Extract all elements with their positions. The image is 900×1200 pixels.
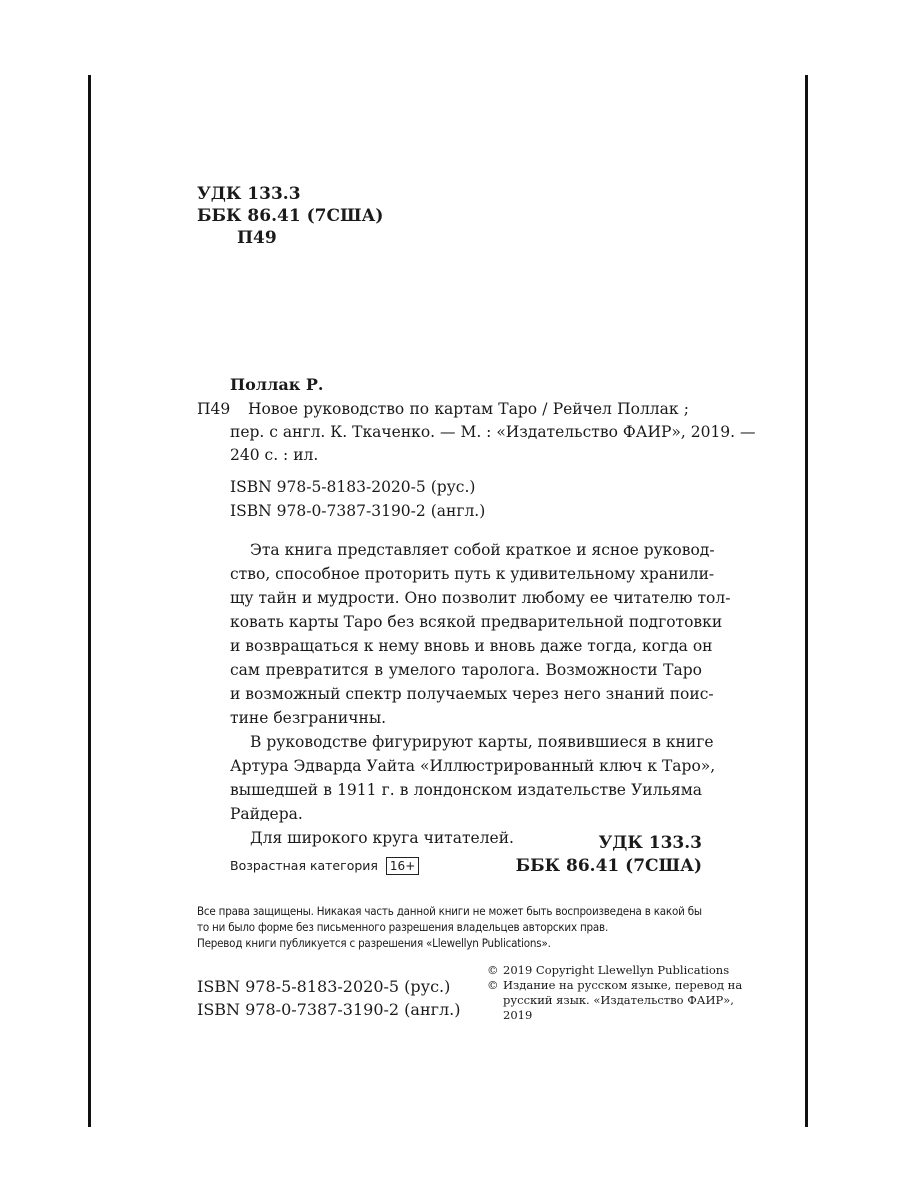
biblio-line: 240 с. : ил. xyxy=(230,446,319,464)
bibliographic-cutter: П49 xyxy=(197,400,231,418)
copyright-row xyxy=(487,963,742,978)
bbk-code: ББК 86.41 (7США) xyxy=(197,206,384,226)
udk-code: УДК 133.3 xyxy=(197,184,301,204)
age-rating-badge: 16+ xyxy=(386,857,419,875)
copyright-icon: © xyxy=(487,963,499,977)
annotation-line: тине безграничны. xyxy=(230,709,387,727)
annotation-line: Артура Эдварда Уайта «Иллюстрированный ключ к Таро», xyxy=(230,757,716,775)
biblio-line: пер. с англ. К. Ткаченко. — М. : «Издательство ФАИР», 2019. — xyxy=(230,423,756,441)
rights-notice xyxy=(197,903,702,951)
annotation xyxy=(230,538,731,850)
copyright-icon: © xyxy=(487,978,499,992)
copyright-row xyxy=(487,978,742,1023)
udk-code-bottom: УДК 133.3 xyxy=(598,833,702,853)
isbn-block-bottom xyxy=(197,975,461,1021)
author-heading: Поллак Р. xyxy=(230,375,324,394)
annotation-line: сам превратится в умелого таролога. Возможности Таро xyxy=(230,661,702,679)
annotation-line: и возвращаться к нему вновь и вновь даже тогда, когда он xyxy=(230,637,713,655)
rights-line: то ни было форме без письменного разрешения владельцев авторских прав. xyxy=(197,920,609,934)
annotation-line: Эта книга представляет собой краткое и ясное руковод- xyxy=(250,541,715,559)
rights-line: Все права защищены. Никакая часть данной книги не может быть воспроизведена в какой бы xyxy=(197,904,702,918)
classification-block-bottom xyxy=(516,832,702,878)
annotation-line: ство, способное проторить путь к удивительному хранили- xyxy=(230,565,715,583)
copyright-text: русский язык. «Издательство ФАИР», xyxy=(503,993,734,1007)
copyright-block xyxy=(487,963,742,1023)
cutter-code: П49 xyxy=(237,228,277,248)
copyright-text: 2019 Copyright Llewellyn Publications xyxy=(503,963,730,977)
rights-line: Перевод книги публикуется с разрешения «Llewellyn Publications». xyxy=(197,936,551,950)
bbk-code-bottom: ББК 86.41 (7США) xyxy=(515,856,702,876)
annotation-line: и возможный спектр получаемых через него знаний поис- xyxy=(230,685,714,703)
annotation-line: ковать карты Таро без всякой предварительной подготовки xyxy=(230,613,723,631)
annotation-line: Райдера. xyxy=(230,805,303,823)
right-border-line xyxy=(805,75,808,1127)
isbn-en: ISBN 978-0-7387-3190-2 (англ.) xyxy=(230,502,486,520)
annotation-line: щу тайн и мудрости. Оно позволит любому ее читателю тол- xyxy=(230,589,731,607)
isbn-block-top xyxy=(230,475,485,523)
isbn-ru: ISBN 978-5-8183-2020-5 (рус.) xyxy=(230,478,476,496)
annotation-line: вышедшей в 1911 г. в лондонском издательстве Уильяма xyxy=(230,781,702,799)
age-category-label: Возрастная категория xyxy=(230,858,378,873)
classification-block-top xyxy=(197,183,383,249)
copyright-text: 2019 xyxy=(503,1008,533,1022)
biblio-line: Новое руководство по картам Таро / Рейчел Поллак ; xyxy=(248,400,689,418)
age-category xyxy=(230,857,419,875)
copyright-text: Издание на русском языке, перевод на xyxy=(503,978,743,992)
isbn-ru-bottom: ISBN 978-5-8183-2020-5 (рус.) xyxy=(197,977,451,996)
left-border-line xyxy=(88,75,91,1127)
bibliographic-description xyxy=(230,398,756,467)
isbn-en-bottom: ISBN 978-0-7387-3190-2 (англ.) xyxy=(197,1000,461,1019)
annotation-line: Для широкого круга читателей. xyxy=(250,829,514,847)
annotation-line: В руководстве фигурируют карты, появившиеся в книге xyxy=(250,733,714,751)
